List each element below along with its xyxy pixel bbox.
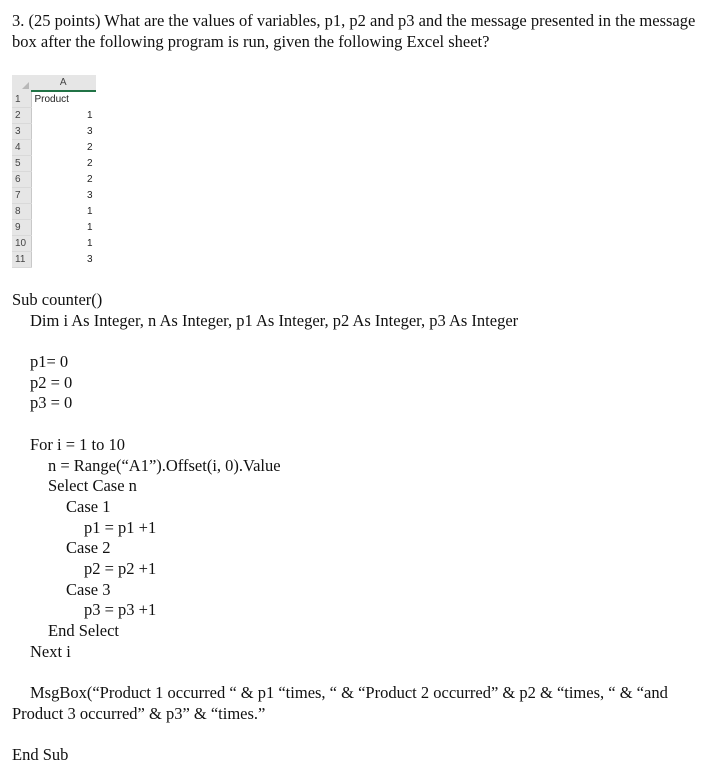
code-line: End Sub <box>12 745 69 765</box>
excel-sheet <box>12 75 96 268</box>
question-text: 3. (25 points) What are the values of variables, p1, p2 and p3 and the message presented in the message box after the following program is run, given the following Excel sheet? <box>12 11 696 51</box>
row-header[interactable]: 11 <box>12 252 31 268</box>
code-line <box>12 662 698 683</box>
sheet-cell[interactable]: 2 <box>31 156 96 172</box>
sheet-cell[interactable]: 2 <box>31 172 96 188</box>
code-line: n = Range(“A1”).Offset(i, 0).Value <box>48 455 281 475</box>
sheet-cell[interactable]: 2 <box>31 140 96 156</box>
code-line: End Select <box>48 621 120 640</box>
sheet-row <box>12 140 96 156</box>
sheet-row <box>12 108 96 124</box>
code-line: p1= 0 <box>30 352 69 372</box>
row-header[interactable]: 9 <box>12 220 31 236</box>
code-line: Case 3 <box>66 579 111 599</box>
code-line <box>12 331 698 352</box>
sheet-row <box>12 172 96 188</box>
code-line <box>12 724 698 745</box>
sheet-table <box>12 75 96 268</box>
column-header-a[interactable]: A <box>31 75 96 91</box>
sheet-row <box>12 220 96 236</box>
code-line: Next i <box>30 641 71 661</box>
sheet-row <box>12 252 96 268</box>
row-header[interactable]: 8 <box>12 204 31 220</box>
code-line: MsgBox(“Product 1 occurred “ & p1 “times, “ & “Product 2 occurred” & p2 & “times, “ & “and Product 3 occurred” & p3” & “times.” <box>12 683 668 723</box>
sheet-cell[interactable]: 1 <box>31 204 96 220</box>
sheet-cell[interactable]: Product <box>31 91 96 108</box>
row-header[interactable]: 4 <box>12 140 31 156</box>
code-line: p2 = 0 <box>30 372 73 392</box>
row-header[interactable]: 3 <box>12 124 31 140</box>
row-header[interactable]: 2 <box>12 108 31 124</box>
row-header[interactable]: 1 <box>12 91 31 108</box>
code-line: Case 2 <box>66 538 111 558</box>
code-line: Select Case n <box>48 476 137 496</box>
code-line: p3 = 0 <box>30 393 73 413</box>
sheet-row <box>12 91 96 108</box>
code-line: Sub counter() <box>12 290 103 309</box>
sheet-row <box>12 204 96 220</box>
sheet-cell[interactable]: 1 <box>31 236 96 252</box>
row-header[interactable]: 7 <box>12 188 31 204</box>
vba-code-block <box>12 290 698 766</box>
code-line: Case 1 <box>66 496 111 516</box>
sheet-body <box>12 91 96 268</box>
sheet-cell[interactable]: 3 <box>31 252 96 268</box>
row-header[interactable]: 5 <box>12 156 31 172</box>
sheet-row <box>12 124 96 140</box>
row-header[interactable]: 10 <box>12 236 31 252</box>
sheet-cell[interactable]: 1 <box>31 108 96 124</box>
code-line: p3 = p3 +1 <box>84 600 157 620</box>
code-line <box>12 414 698 435</box>
code-line: p1 = p1 +1 <box>84 517 157 537</box>
sheet-row <box>12 156 96 172</box>
row-header[interactable]: 6 <box>12 172 31 188</box>
sheet-cell[interactable]: 3 <box>31 124 96 140</box>
code-line: For i = 1 to 10 <box>30 434 126 454</box>
sheet-cell[interactable]: 3 <box>31 188 96 204</box>
select-all-corner[interactable] <box>12 75 31 91</box>
sheet-row <box>12 188 96 204</box>
sheet-row <box>12 236 96 252</box>
sheet-cell[interactable]: 1 <box>31 220 96 236</box>
code-line: Dim i As Integer, n As Integer, p1 As Integer, p2 As Integer, p3 As Integer <box>30 310 519 330</box>
code-line: p2 = p2 +1 <box>84 558 157 578</box>
